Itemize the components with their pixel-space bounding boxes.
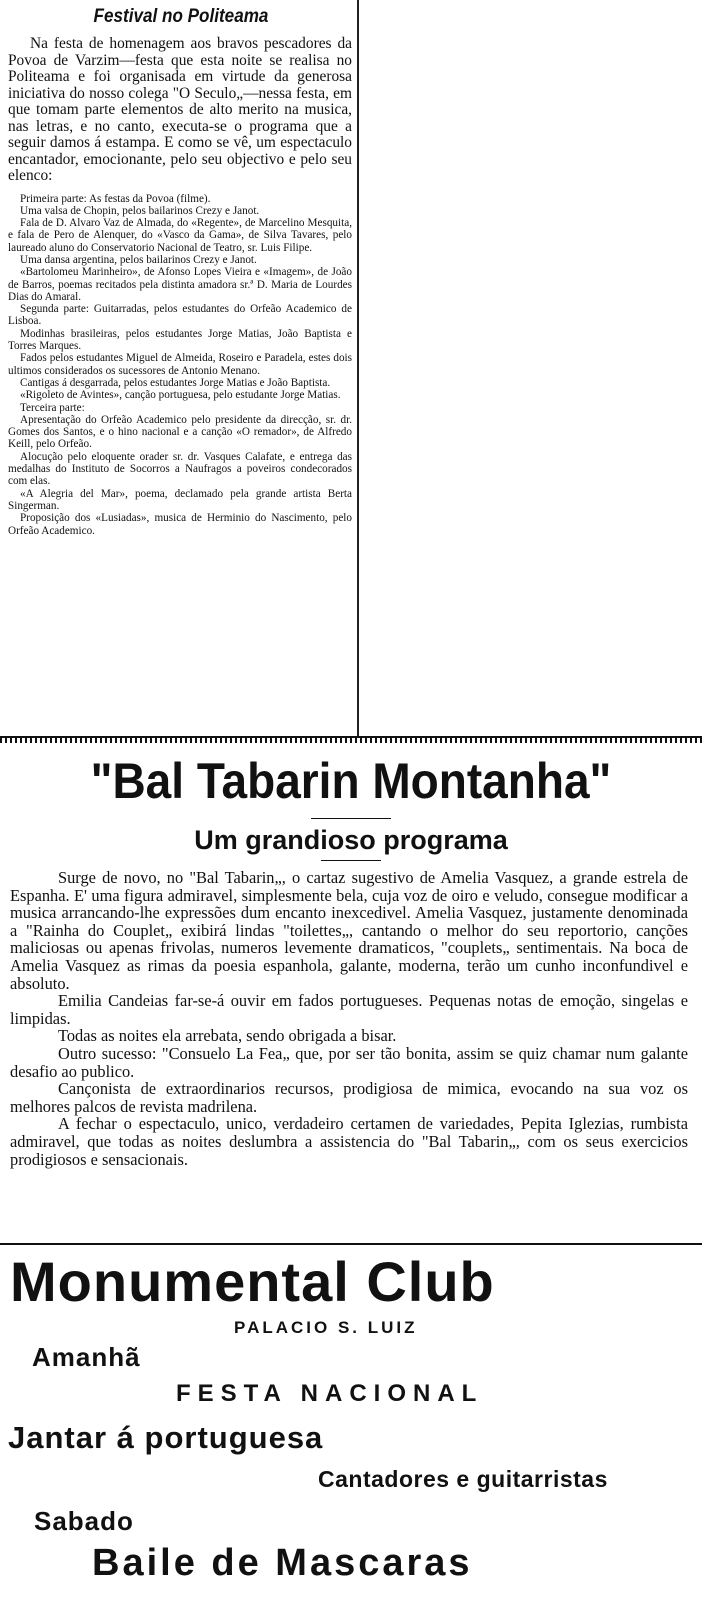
program-item: Proposição dos «Lusiadas», musica de Herminio do Nascimento, pelo Orfeão Academico. xyxy=(8,512,352,537)
paragraph: Surge de novo, no "Bal Tabarin„, o cartaz sugestivo de Amelia Vasquez, a grande estrela de Espanha. E' uma figura admiravel, simplesmente bela, cuja voz de oiro e veludo, consegue modificar a musica arrancando-lhe expressões dum encanto inexcedivel. Amelia Vasquez, justamente denominada a "Rainha do Couplet„ exibirá lindas "toilettes„, cantando o melhor do seu reportorio, canções maliciosas ou apenas frivolas, numeros levemente dramaticos, "couplets„ sentimentais. Na boca de Amelia Vasquez as rimas da poesia espanhola, galante, moderna, terão um cunho inconfundivel e absoluto. xyxy=(10,868,688,993)
program-item: Primeira parte: As festas da Povoa (filme). xyxy=(20,192,211,205)
program-item: Modinhas brasileiras, pelos estudantes Jorge Matias, João Baptista e Torres Marques. xyxy=(8,327,352,353)
monumental-title: Monumental Club xyxy=(10,1250,495,1313)
program-item: «Bartolomeu Marinheiro», de Afonso Lopes Vieira e «Imagem», de João de Barros, poemas recitados pela distinta amadora sr.ª D. Maria de Lourdes Dias do Amaral. xyxy=(8,266,352,303)
venue-label: PALACIO S. LUIZ xyxy=(234,1318,418,1337)
program-item: Apresentação do Orfeão Academico pelo presidente da direcção, sr. dr. Gomes dos Santos, e o hino nacional e a canção «O remador», de Alfredo Keill, pelo Orfeão. xyxy=(8,413,352,451)
event-label: FESTA NACIONAL xyxy=(176,1380,484,1407)
program-list xyxy=(8,193,354,537)
day-label: Sabado xyxy=(34,1506,134,1536)
program-item: Segunda parte: Guitarradas, pelos estudantes do Orfeão Academico de Lisboa. xyxy=(8,303,352,328)
paragraph: Cançonista de extraordinarios recursos, prodigiosa de mimica, evocando na sua voz os melhores palcos de revista madrilena. xyxy=(10,1079,688,1116)
section-divider xyxy=(0,1243,702,1245)
program-item: Uma valsa de Chopin, pelos bailarinos Crezy e Janot. xyxy=(20,204,260,217)
paragraph: Todas as noites ela arrebata, sendo obrigada a bisar. xyxy=(58,1026,397,1046)
program-item: «A Alegria del Mar», poema, declamado pela grande artista Berta Singerman. xyxy=(8,487,352,512)
paragraph: Emilia Candeias far-se-á ouvir em fados portugueses. Pequenas notas de emoção, singelas e limpidas. xyxy=(10,991,688,1028)
subtitle-rule xyxy=(321,860,381,861)
program-item: Fala de D. Alvaro Vaz de Almada, do «Regente», de Marcelino Mesquita, e fala de Pero de Alenquer, do «Vasco da Gama», de Silva Tavares, pelo laureado aluno do Conservatorio Nacional de Teatro, sr. Luis Filipe. xyxy=(8,217,352,254)
column-divider xyxy=(357,0,359,736)
bal-tabarin-body xyxy=(10,869,688,1168)
title-rule xyxy=(311,818,391,819)
paragraph: Outro sucesso: "Consuelo La Fea„ que, por ser tão bonita, assim se quiz chamar num galante desafio ao publico. xyxy=(10,1043,688,1081)
bal-tabarin-article xyxy=(0,752,702,1168)
festival-article xyxy=(8,0,354,736)
paragraph: A fechar o espectaculo, unico, verdadeiro certamen de variedades, Pepita Iglezias, rumbista admiravel, que todas as noites deslumbra a assistencia do "Bal Tabarin„, com os seus exercicios prodigiosos e sensacionais. xyxy=(10,1114,688,1169)
day-label: Amanhã xyxy=(32,1342,141,1372)
program-item: Cantigas á desgarrada, pelos estudantes Jorge Matias e João Baptista. xyxy=(20,376,331,389)
section-divider xyxy=(0,736,702,743)
performers-label: Cantadores e guitarristas xyxy=(318,1466,608,1492)
festival-title: Festival no Politeama xyxy=(93,6,269,27)
program-item: Fados pelos estudantes Miguel de Almeida, Roseiro e Paradela, estes dois ultimos considerados os sucessores de Antonio Menano. xyxy=(8,352,352,377)
program-item: Uma dansa argentina, pelos bailarinos Crezy e Janot. xyxy=(20,253,257,266)
bal-tabarin-subtitle: Um grandioso programa xyxy=(194,825,508,855)
program-item: Terceira parte: xyxy=(20,401,85,414)
dinner-label: Jantar á portuguesa xyxy=(8,1420,324,1455)
bal-tabarin-title: "Bal Tabarin Montanha" xyxy=(90,753,612,809)
festival-intro: Na festa de homenagem aos bravos pescadores da Povoa de Varzim—festa que esta noite se realisa no Politeama e foi organisada em virtude da generosa iniciativa do nosso colega "O Seculo„—nessa festa, em que tomam parte elementos de alto merito na musica, nas letras, e no canto, executa-se o programa que a seguir damos á estampa. E como se vê, um espectaculo encantador, emocionante, pelo seu objectivo e pelo seu elenco: xyxy=(8,35,352,184)
event-label: Baile de Mascaras xyxy=(92,1542,473,1584)
program-item: Alocução pelo eloquente orader sr. dr. Vasques Calafate, e entrega das medalhas do Instituto de Socorros a Naufragos a poveiros condecorados com elas. xyxy=(8,450,352,488)
monumental-club-ad xyxy=(0,1252,702,1600)
program-item: «Rigoleto de Avintes», canção portuguesa, pelo estudante Jorge Matias. xyxy=(20,389,341,402)
